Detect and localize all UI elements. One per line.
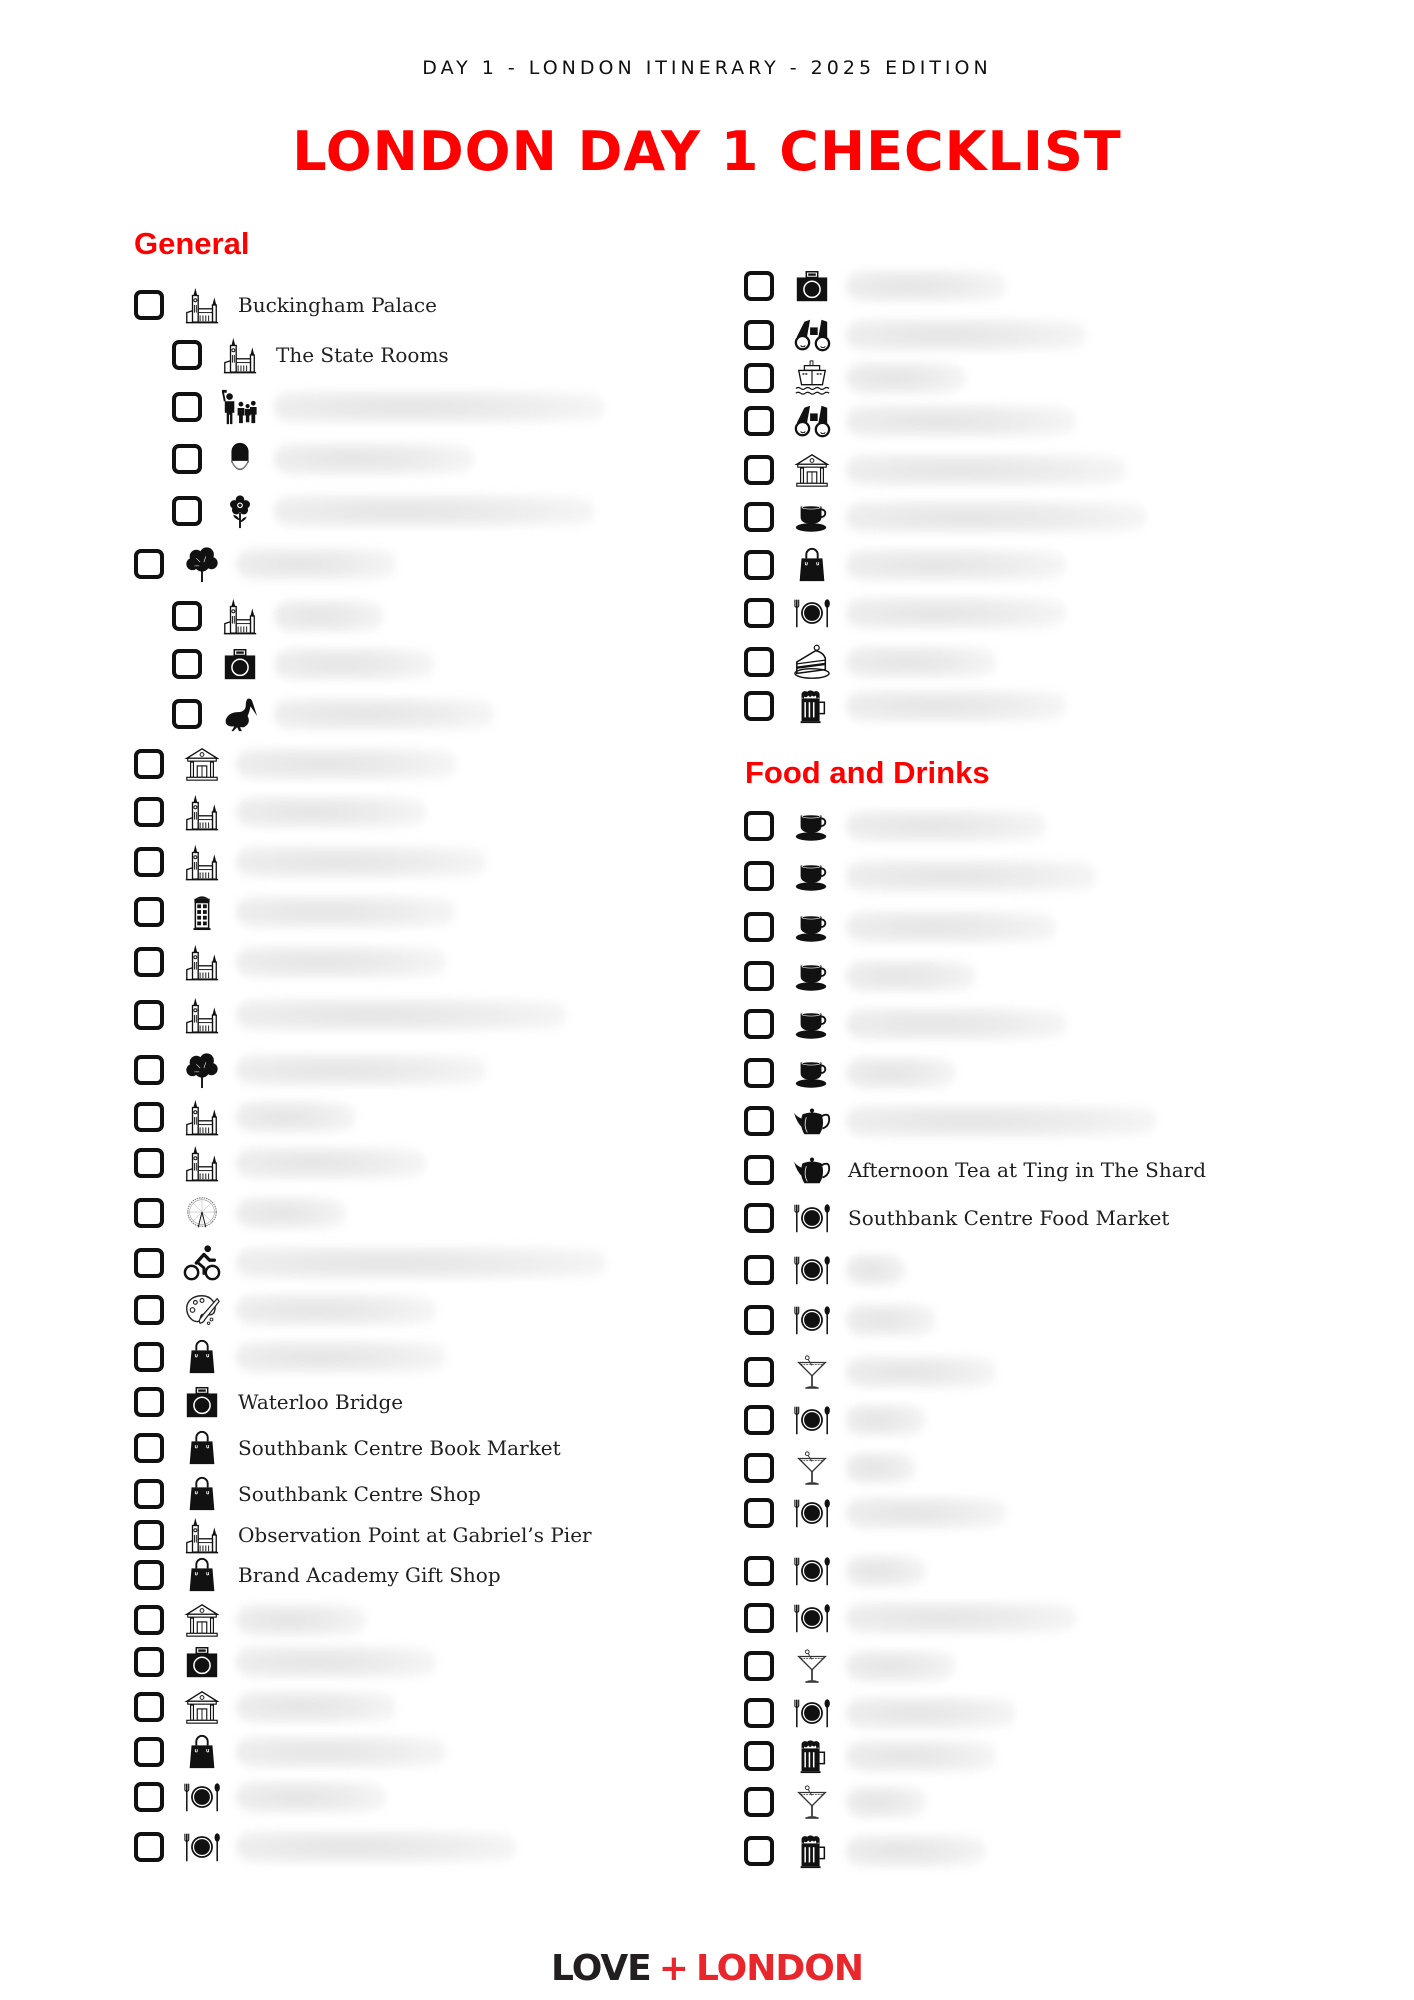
redacted-item-label (274, 697, 494, 731)
pelican-icon (218, 694, 262, 734)
restaurant-plate-icon (790, 1300, 834, 1340)
redacted-item-label (846, 1355, 996, 1389)
restaurant-plate-icon (790, 1198, 834, 1238)
beer-mug-icon (790, 686, 834, 726)
checklist-item (134, 1337, 446, 1377)
checkbox[interactable] (744, 1836, 774, 1866)
checkbox[interactable] (744, 811, 774, 841)
checklist-item (134, 285, 437, 325)
redacted-item-label (846, 959, 976, 993)
redacted-item-label (274, 647, 434, 681)
checkbox[interactable] (134, 797, 164, 827)
checklist-item-label: Southbank Centre Shop (238, 1482, 481, 1506)
checkbox[interactable] (134, 1520, 164, 1550)
redacted-item-label (846, 1104, 1156, 1138)
redacted-item-label (236, 845, 486, 879)
camera-icon (180, 1642, 224, 1682)
checkbox[interactable] (744, 1305, 774, 1335)
checkbox[interactable] (744, 691, 774, 721)
redacted-item-label (274, 599, 384, 633)
redacted-item-label (846, 689, 1066, 723)
martini-glass-icon (790, 1448, 834, 1488)
redacted-item-label (846, 1253, 906, 1287)
checklist-item (744, 1053, 956, 1093)
camera-icon (180, 1382, 224, 1422)
checkbox[interactable] (134, 1433, 164, 1463)
redacted-item-label (846, 1834, 986, 1868)
checklist-item (134, 1143, 426, 1183)
teapot-icon (790, 1150, 834, 1190)
redacted-item-label (236, 1603, 366, 1637)
redacted-item-label (846, 1303, 936, 1337)
landmark-building-icon (180, 1143, 224, 1183)
checkbox[interactable] (744, 1453, 774, 1483)
checklist-item (744, 1448, 916, 1488)
checklist-item (134, 842, 486, 882)
ferris-wheel-icon (180, 1193, 224, 1233)
checkbox[interactable] (134, 1342, 164, 1372)
checkbox[interactable] (134, 1737, 164, 1767)
checkbox[interactable] (744, 1405, 774, 1435)
shopping-bag-icon (790, 545, 834, 585)
checkbox[interactable] (134, 1387, 164, 1417)
checkbox[interactable] (744, 320, 774, 350)
camera-icon (790, 266, 834, 306)
art-palette-icon (180, 1290, 224, 1330)
landmark-building-icon (180, 285, 224, 325)
checklist-item-label: The State Rooms (276, 343, 449, 367)
checklist-item-label: Southbank Centre Book Market (238, 1436, 561, 1460)
checklist-item (134, 1290, 436, 1330)
checklist-item (134, 892, 456, 932)
martini-glass-icon (790, 1646, 834, 1686)
checklist-item (744, 497, 1146, 537)
checklist-item (134, 1515, 592, 1555)
checkbox[interactable] (744, 1255, 774, 1285)
checklist-item (134, 942, 446, 982)
redacted-item-label (236, 1246, 606, 1280)
checklist-item (744, 686, 1066, 726)
checkbox[interactable] (744, 1203, 774, 1233)
redacted-item-label (846, 1785, 926, 1819)
shopping-bag-icon (180, 1732, 224, 1772)
checkbox[interactable] (744, 1603, 774, 1633)
redacted-item-label (236, 1100, 356, 1134)
tree-icon (180, 544, 224, 584)
checklist-item-label: Observation Point at Gabriel’s Pier (238, 1523, 592, 1547)
beer-mug-icon (790, 1736, 834, 1776)
redacted-item-label (846, 404, 1076, 438)
checkbox[interactable] (134, 549, 164, 579)
checkbox[interactable] (134, 1479, 164, 1509)
redacted-item-label (846, 1056, 956, 1090)
checkbox[interactable] (744, 1698, 774, 1728)
checklist-item (172, 596, 384, 636)
checkbox[interactable] (172, 601, 202, 631)
checklist-item (134, 1642, 436, 1682)
checkbox[interactable] (744, 502, 774, 532)
landmark-building-icon (180, 792, 224, 832)
checkbox[interactable] (744, 455, 774, 485)
redacted-item-label (846, 1496, 1006, 1530)
checkbox[interactable] (134, 1198, 164, 1228)
checkbox[interactable] (744, 598, 774, 628)
coffee-cup-icon (790, 1004, 834, 1044)
checkbox[interactable] (172, 340, 202, 370)
checklist-item-label: Afternoon Tea at Ting in The Shard (848, 1158, 1207, 1182)
landmark-building-icon (180, 1515, 224, 1555)
checkbox[interactable] (134, 1560, 164, 1590)
martini-glass-icon (790, 1782, 834, 1822)
shopping-bag-icon (180, 1555, 224, 1595)
checkbox[interactable] (134, 1605, 164, 1635)
checkbox[interactable] (134, 1248, 164, 1278)
checkbox[interactable] (172, 649, 202, 679)
checklist-item (744, 1782, 926, 1822)
checklist-item-label: Southbank Centre Food Market (848, 1206, 1170, 1230)
checklist-item (744, 545, 1066, 585)
redacted-item-label (846, 500, 1146, 534)
redacted-item-label (274, 442, 474, 476)
checklist-item (744, 806, 1046, 846)
checklist-item (134, 995, 566, 1035)
checkbox[interactable] (172, 392, 202, 422)
redacted-item-label (236, 1780, 386, 1814)
checklist-item (744, 315, 1086, 355)
landmark-building-icon (218, 335, 262, 375)
redacted-item-label (846, 1554, 926, 1588)
redacted-item-label (236, 1830, 516, 1864)
museum-icon (180, 1600, 224, 1640)
checkbox[interactable] (134, 1692, 164, 1722)
checklist-item (134, 1474, 481, 1514)
restaurant-plate-icon (790, 1250, 834, 1290)
checkbox[interactable] (744, 1155, 774, 1185)
checklist-item (744, 1551, 926, 1591)
redacted-item-label (846, 1739, 996, 1773)
section-heading-food-and-drinks: Food and Drinks (745, 755, 990, 790)
beer-mug-icon (790, 1831, 834, 1871)
redacted-item-label (846, 910, 1056, 944)
redacted-item-label (236, 1645, 436, 1679)
checklist-item (134, 1097, 356, 1137)
checkbox[interactable] (172, 496, 202, 526)
checklist-item (172, 491, 594, 531)
landmark-building-icon (180, 1097, 224, 1137)
restaurant-plate-icon (790, 1551, 834, 1591)
checkbox[interactable] (744, 1058, 774, 1088)
checklist-item-label: Brand Academy Gift Shop (238, 1563, 501, 1587)
checklist-item (744, 1598, 1076, 1638)
tour-guide-group-icon (218, 387, 262, 427)
checklist-item (134, 1827, 516, 1867)
checkbox[interactable] (744, 647, 774, 677)
binoculars-icon (790, 315, 834, 355)
cake-slice-icon (790, 642, 834, 682)
checklist-item (744, 956, 976, 996)
page-title: LONDON DAY 1 CHECKLIST (292, 120, 1122, 183)
coffee-cup-icon (790, 956, 834, 996)
section-heading-general: General (134, 226, 250, 261)
redacted-item-label (846, 1601, 1076, 1635)
redacted-item-label (846, 453, 1126, 487)
checklist-item (744, 907, 1056, 947)
checklist-item (134, 744, 456, 784)
checklist-item (744, 358, 966, 398)
restaurant-plate-icon (790, 1598, 834, 1638)
redacted-item-label (846, 645, 996, 679)
checklist-item (134, 1777, 386, 1817)
checklist-item (172, 439, 474, 479)
checklist-item (744, 1352, 996, 1392)
coffee-cup-icon (790, 497, 834, 537)
teapot-icon (790, 1101, 834, 1141)
checklist-item (134, 544, 396, 584)
redacted-item-label (846, 361, 966, 395)
checkbox[interactable] (744, 406, 774, 436)
guard-bearskin-hat-icon (218, 439, 262, 479)
restaurant-plate-icon (180, 1827, 224, 1867)
redacted-item-label (846, 1007, 1066, 1041)
checkbox[interactable] (134, 1000, 164, 1030)
redacted-item-label (274, 494, 594, 528)
landmark-building-icon (180, 995, 224, 1035)
landmark-building-icon (180, 942, 224, 982)
redacted-item-label (236, 998, 566, 1032)
restaurant-plate-icon (790, 1493, 834, 1533)
brand-logo (0, 1948, 1414, 1989)
checklist-item (744, 450, 1126, 490)
redacted-item-label (846, 1451, 916, 1485)
checklist-item (134, 792, 426, 832)
checklist-item (172, 694, 494, 734)
checkbox[interactable] (744, 1741, 774, 1771)
redacted-item-label (846, 548, 1066, 582)
checkbox[interactable] (172, 699, 202, 729)
checklist-item (134, 1732, 446, 1772)
redacted-item-label (846, 809, 1046, 843)
coffee-cup-icon (790, 1053, 834, 1093)
checklist-item (134, 1428, 561, 1468)
checkbox[interactable] (744, 363, 774, 393)
checklist-item (744, 1493, 1006, 1533)
redacted-item-label (846, 1403, 926, 1437)
checklist-item (134, 1555, 501, 1595)
landmark-building-icon (218, 596, 262, 636)
checklist-item (134, 1687, 396, 1727)
redacted-item-label (846, 596, 1066, 630)
checklist-item (744, 401, 1076, 441)
checkbox[interactable] (134, 290, 164, 320)
checklist-item (744, 1101, 1156, 1141)
checklist-item (744, 266, 1006, 306)
checklist-item (172, 644, 434, 684)
phone-box-icon (180, 892, 224, 932)
shopping-bag-icon (180, 1474, 224, 1514)
checkbox[interactable] (744, 1556, 774, 1586)
checklist-item (744, 1646, 956, 1686)
checklist-item (744, 1831, 986, 1871)
redacted-item-label (236, 1293, 436, 1327)
checkbox[interactable] (744, 271, 774, 301)
checklist-item (744, 642, 996, 682)
redacted-item-label (236, 1735, 446, 1769)
redacted-item-label (846, 1649, 956, 1683)
checklist-item (134, 1050, 486, 1090)
tree-icon (180, 1050, 224, 1090)
redacted-item-label (236, 1340, 446, 1374)
coffee-cup-icon (790, 907, 834, 947)
redacted-item-label (236, 795, 426, 829)
checkbox[interactable] (744, 912, 774, 942)
brand-logo-plus: + (658, 1948, 688, 1989)
restaurant-plate-icon (790, 1400, 834, 1440)
coffee-cup-icon (790, 806, 834, 846)
checklist-item (744, 1250, 906, 1290)
checklist-item-label: Buckingham Palace (238, 293, 437, 317)
cyclist-icon (180, 1243, 224, 1283)
checkbox[interactable] (134, 1295, 164, 1325)
martini-glass-icon (790, 1352, 834, 1392)
restaurant-plate-icon (790, 593, 834, 633)
checklist-item-label: Waterloo Bridge (238, 1390, 404, 1414)
checklist-item (744, 1004, 1066, 1044)
checklist-item (134, 1193, 346, 1233)
checklist-item (172, 387, 604, 427)
binoculars-icon (790, 401, 834, 441)
checkbox[interactable] (134, 947, 164, 977)
redacted-item-label (846, 269, 1006, 303)
checkbox[interactable] (744, 1106, 774, 1136)
checklist-item (134, 1243, 606, 1283)
redacted-item-label (236, 747, 456, 781)
redacted-item-label (236, 1690, 396, 1724)
museum-icon (180, 744, 224, 784)
redacted-item-label (846, 859, 1096, 893)
restaurant-plate-icon (180, 1777, 224, 1817)
checkbox[interactable] (134, 1782, 164, 1812)
page-subtitle: DAY 1 - LONDON ITINERARY - 2025 EDITION (422, 57, 992, 79)
brand-logo-love: LOVE (551, 1948, 651, 1989)
checkbox[interactable] (172, 444, 202, 474)
brand-logo-london: LONDON (695, 1948, 863, 1989)
checkbox[interactable] (134, 1055, 164, 1085)
redacted-item-label (236, 945, 446, 979)
flower-icon (218, 491, 262, 531)
checkbox[interactable] (134, 1148, 164, 1178)
museum-icon (180, 1687, 224, 1727)
checklist-item (744, 1736, 996, 1776)
checklist-item (172, 335, 449, 375)
redacted-item-label (236, 1053, 486, 1087)
landmark-building-icon (180, 842, 224, 882)
redacted-item-label (236, 547, 396, 581)
checklist-item (134, 1382, 403, 1422)
checkbox[interactable] (744, 961, 774, 991)
checklist-item (744, 593, 1066, 633)
redacted-item-label (236, 1196, 346, 1230)
checkbox[interactable] (744, 1651, 774, 1681)
cruise-ship-icon (790, 358, 834, 398)
checkbox[interactable] (134, 1832, 164, 1862)
checkbox[interactable] (744, 1498, 774, 1528)
checkbox[interactable] (744, 1357, 774, 1387)
redacted-item-label (846, 1696, 1016, 1730)
redacted-item-label (846, 318, 1086, 352)
checklist-item (744, 1198, 1169, 1238)
checkbox[interactable] (744, 861, 774, 891)
checkbox[interactable] (134, 1102, 164, 1132)
checklist-item (744, 1150, 1206, 1190)
redacted-item-label (274, 390, 604, 424)
checklist-item (744, 1300, 936, 1340)
checkbox[interactable] (134, 847, 164, 877)
checkbox[interactable] (134, 749, 164, 779)
checkbox[interactable] (134, 897, 164, 927)
checklist-item (744, 1693, 1016, 1733)
redacted-item-label (236, 895, 456, 929)
redacted-item-label (236, 1146, 426, 1180)
checkbox[interactable] (744, 550, 774, 580)
coffee-cup-icon (790, 856, 834, 896)
museum-icon (790, 450, 834, 490)
camera-icon (218, 644, 262, 684)
checklist-item (744, 856, 1096, 896)
checklist-item (744, 1400, 926, 1440)
checklist-item (134, 1600, 366, 1640)
shopping-bag-icon (180, 1337, 224, 1377)
checkbox[interactable] (744, 1787, 774, 1817)
restaurant-plate-icon (790, 1693, 834, 1733)
checkbox[interactable] (744, 1009, 774, 1039)
checkbox[interactable] (134, 1647, 164, 1677)
shopping-bag-icon (180, 1428, 224, 1468)
